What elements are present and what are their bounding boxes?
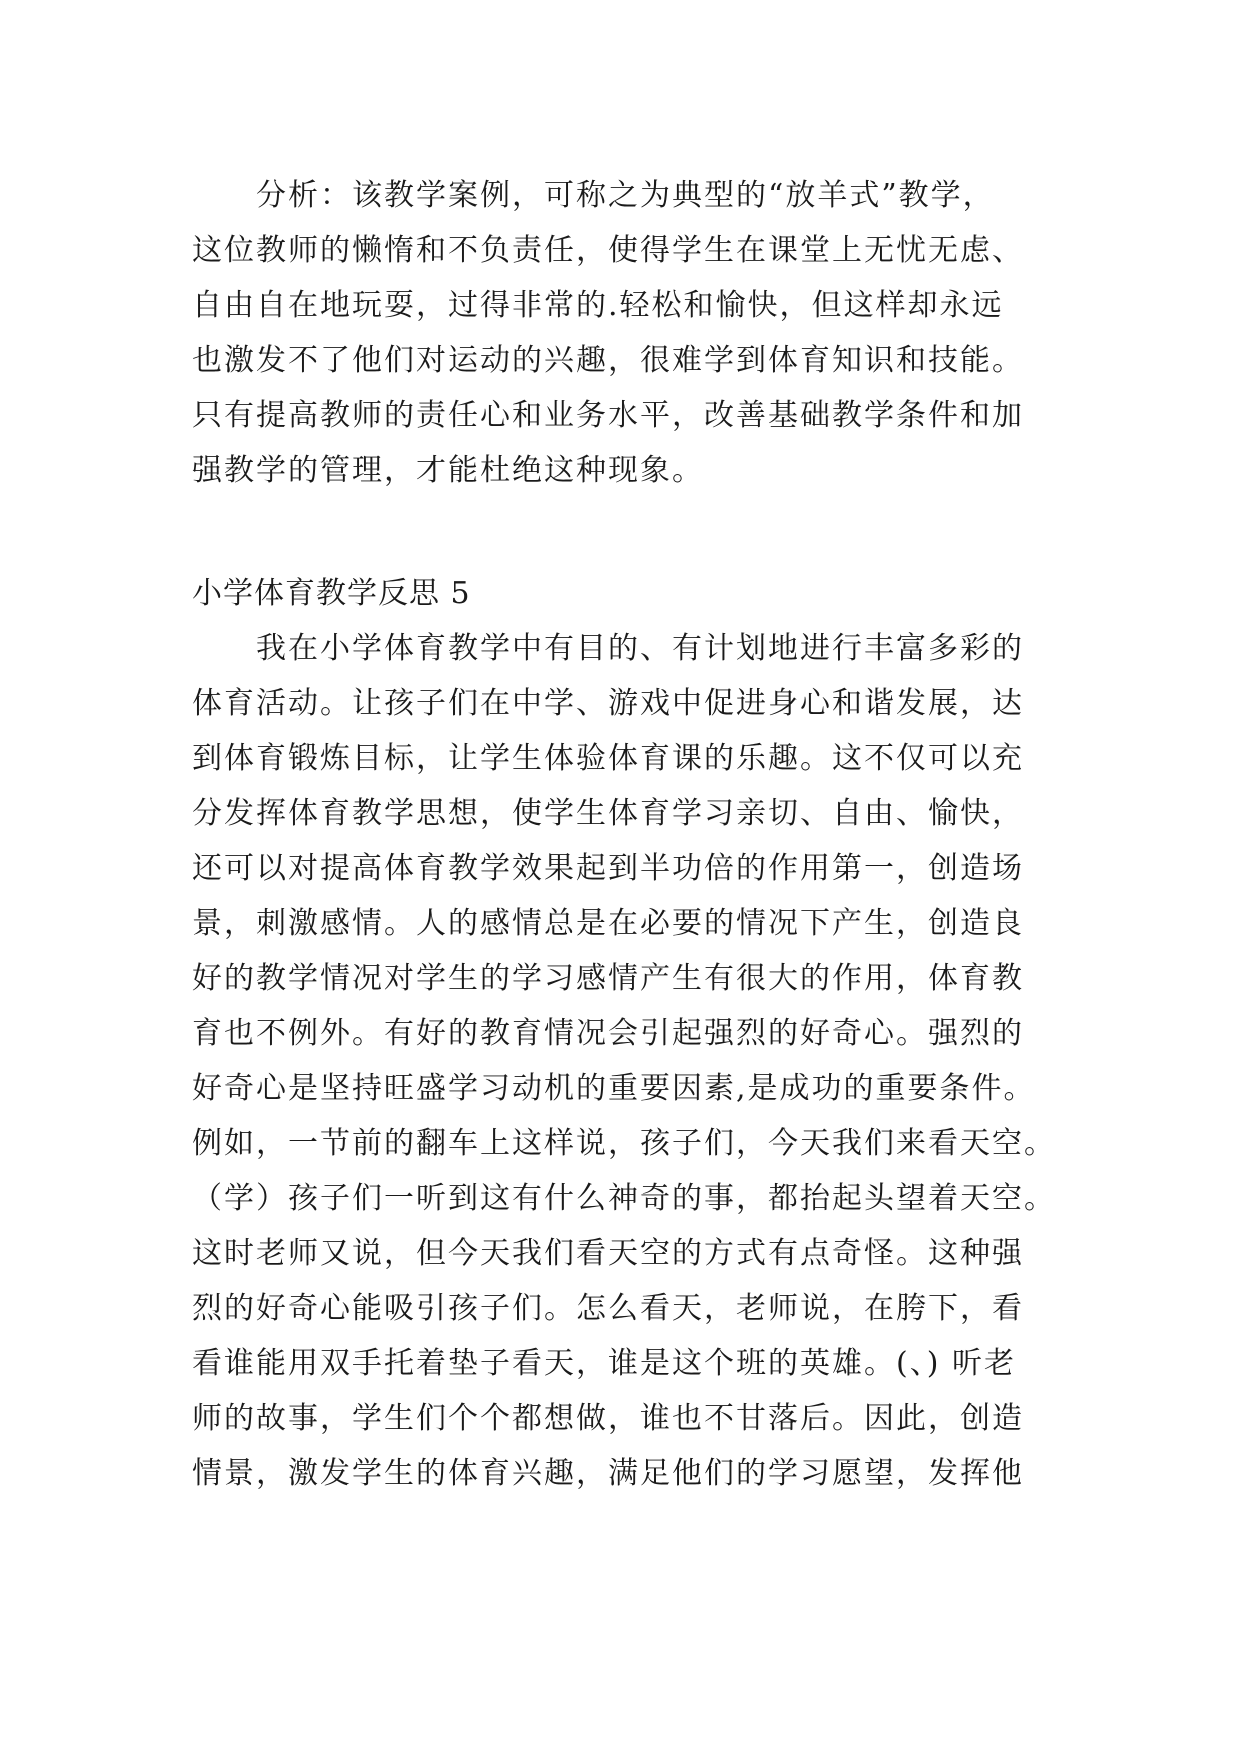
paragraph-line: 分发挥体育教学思想，使学生体育学习亲切、自由、愉快， <box>192 796 1024 831</box>
paragraph-line: 看谁能用双手托着垫子看天，谁是这个班的英雄。(、) 听老 <box>192 1346 1016 1381</box>
paragraph-line: 分析：该教学案例，可称之为典型的“放羊式”教学， <box>256 178 995 213</box>
paragraph-line: 这位教师的懒惰和不负责任，使得学生在课堂上无忧无虑、 <box>192 233 1024 268</box>
paragraph-line: 我在小学体育教学中有目的、有计划地进行丰富多彩的 <box>256 631 1024 666</box>
paragraph-analysis <box>192 168 1072 498</box>
paragraph-line: 育也不例外。有好的教育情况会引起强烈的好奇心。强烈的 <box>192 1016 1024 1051</box>
paragraph-line: 只有提高教师的责任心和业务水平，改善基础教学条件和加 <box>192 398 1024 433</box>
paragraph-line: 还可以对提高体育教学效果起到半功倍的作用第一，创造场 <box>192 851 1024 886</box>
paragraph-line: 好的教学情况对学生的学习感情产生有很大的作用，体育教 <box>192 961 1024 996</box>
paragraph-line: 好奇心是坚持旺盛学习动机的重要因素,是成功的重要条件。 <box>192 1071 1036 1106</box>
paragraph-line: 师的故事，学生们个个都想做，谁也不甘落后。因此，创造 <box>192 1401 1024 1436</box>
paragraph-line: 自由自在地玩耍，过得非常的.轻松和愉快，但这样却永远 <box>192 288 1004 323</box>
paragraph-line: 情景，激发学生的体育兴趣，满足他们的学习愿望，发挥他 <box>192 1456 1024 1491</box>
paragraph-line: （学）孩子们一听到这有什么神奇的事，都抬起头望着天空。 <box>192 1181 1056 1216</box>
paragraph-line: 也激发不了他们对运动的兴趣，很难学到体育知识和技能。 <box>192 343 1024 378</box>
document-body <box>192 168 1072 1501</box>
paragraph-line: 例如，一节前的翻车上这样说，孩子们，今天我们来看天空。 <box>192 1126 1056 1161</box>
paragraph-line: 景，刺激感情。人的感情总是在必要的情况下产生，创造良 <box>192 906 1024 941</box>
paragraph-line: 到体育锻炼目标，让学生体验体育课的乐趣。这不仅可以充 <box>192 741 1024 776</box>
paragraph-gap <box>192 498 1072 566</box>
paragraph-line: 烈的好奇心能吸引孩子们。怎么看天，老师说，在胯下，看 <box>192 1291 1024 1326</box>
paragraph-line: 体育活动。让孩子们在中学、游戏中促进身心和谐发展，达 <box>192 686 1024 721</box>
section-title: 小学体育教学反思 5 <box>192 576 471 611</box>
paragraph-reflection <box>192 621 1072 1501</box>
paragraph-line: 这时老师又说，但今天我们看天空的方式有点奇怪。这种强 <box>192 1236 1024 1271</box>
paragraph-line: 强教学的管理，才能杜绝这种现象。 <box>192 453 704 488</box>
